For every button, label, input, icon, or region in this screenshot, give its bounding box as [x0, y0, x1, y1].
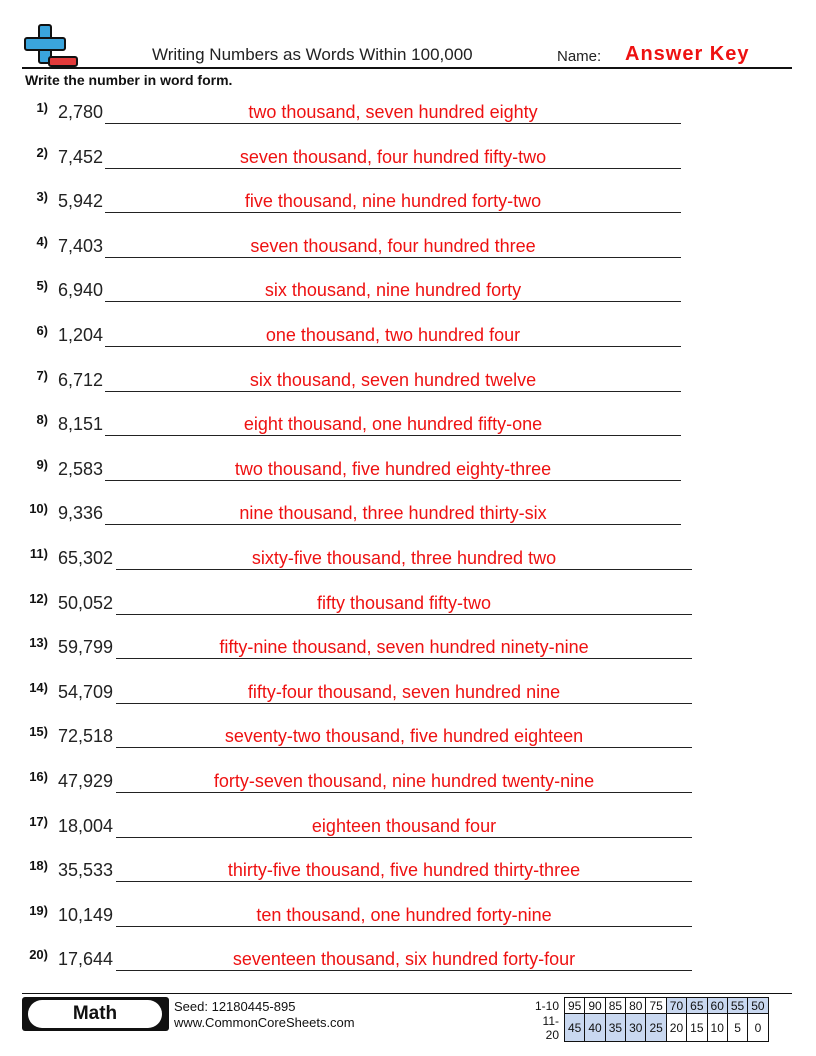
- problem-value: 72,518: [58, 726, 114, 747]
- answer-text: nine thousand, three hundred thirty-six: [239, 503, 547, 524]
- score-cell: 10: [707, 1014, 727, 1042]
- problem-value: 65,302: [58, 548, 114, 568]
- problem-row: [0, 503, 816, 543]
- problem-value: 59,799: [58, 637, 114, 658]
- score-row: [528, 998, 768, 1014]
- answer-text: seven thousand, four hundred fifty-two: [239, 146, 547, 167]
- problem-number: 4): [36, 233, 48, 249]
- answer-line: [116, 658, 692, 659]
- problem-value: 17,644: [58, 949, 114, 970]
- answer-line: [105, 123, 681, 124]
- instructions: Write the number in word form.: [25, 72, 233, 88]
- answer-text: five thousand, nine hundred forty-two: [244, 191, 542, 212]
- answer-text: eighteen thousand four: [311, 815, 497, 836]
- problem-value: 2,780: [58, 102, 104, 122]
- answer-text: seventy-two thousand, five hundred eighteen: [224, 726, 584, 747]
- answer-line: [105, 212, 681, 213]
- score-cell: 50: [748, 998, 768, 1014]
- answer-line: [116, 970, 692, 971]
- problem-value: 1,204: [58, 325, 104, 345]
- answer-text: eight thousand, one hundred fifty-one: [243, 414, 543, 435]
- plus-minus-logo-icon: [22, 24, 78, 68]
- score-cell: 30: [626, 1014, 646, 1042]
- problem-row: [0, 233, 816, 276]
- problem-value: 47,929: [58, 771, 114, 791]
- problem-value: 35,533: [58, 860, 114, 881]
- score-cell: 75: [646, 998, 666, 1014]
- answer-line: [116, 881, 692, 882]
- score-cell: 95: [565, 998, 585, 1014]
- answer-line: [116, 926, 692, 927]
- score-row: [528, 1014, 768, 1042]
- answer-line: [105, 257, 681, 258]
- problem-row: [0, 726, 816, 766]
- header-divider: [22, 67, 792, 69]
- score-row-label: 11-20: [542, 1013, 559, 1042]
- problem-value: 50,052: [58, 592, 114, 613]
- problem-value: 54,709: [58, 681, 114, 702]
- problem-number: 12): [29, 590, 48, 606]
- problem-row: [0, 548, 816, 588]
- problem-number: 18): [29, 858, 48, 874]
- problem-number: 1): [36, 100, 48, 115]
- problem-value: 2,583: [58, 458, 104, 479]
- math-label: Math: [28, 1000, 162, 1028]
- answer-text: fifty-nine thousand, seven hundred ninety-nine: [219, 637, 589, 658]
- answer-line: [116, 747, 692, 748]
- answer-text: sixty-five thousand, three hundred two: [251, 548, 557, 568]
- problem-value: 18,004: [58, 815, 114, 836]
- score-cell: 35: [605, 1014, 625, 1042]
- answer-text: fifty thousand fifty-two: [316, 592, 492, 613]
- problem-value: 8,151: [58, 414, 104, 435]
- problem-row: [0, 813, 816, 856]
- score-cell: 65: [687, 998, 707, 1014]
- score-cell: 0: [748, 1014, 768, 1042]
- answer-line: [105, 480, 681, 481]
- name-label: Name:: [557, 48, 602, 65]
- problem-row: [0, 949, 816, 989]
- problem-value: 9,336: [58, 503, 104, 524]
- answer-key-label: Answer Key: [625, 43, 750, 65]
- answer-text: ten thousand, one hundred forty-nine: [256, 904, 552, 925]
- problem-row: [0, 191, 816, 231]
- problem-number: 10): [29, 501, 48, 517]
- score-cell: 40: [585, 1014, 605, 1042]
- problem-value: 6,940: [58, 280, 104, 301]
- score-cell: 85: [605, 998, 625, 1014]
- answer-line: [116, 837, 692, 838]
- problem-row: [0, 325, 816, 365]
- answer-text: fifty-four thousand, seven hundred nine: [247, 681, 561, 702]
- answer-text: thirty-five thousand, five hundred thirty-three: [227, 860, 581, 881]
- problem-number: 20): [29, 947, 48, 963]
- problem-number: 3): [36, 189, 48, 205]
- score-cell: 15: [687, 1014, 707, 1042]
- problem-row: [0, 456, 816, 499]
- problem-value: 7,452: [58, 146, 104, 167]
- answer-line: [105, 168, 681, 169]
- score-cell: 70: [666, 998, 686, 1014]
- problem-row: [0, 367, 816, 410]
- score-table: [528, 997, 769, 1042]
- answer-text: seventeen thousand, six hundred forty-four: [232, 949, 576, 970]
- answer-line: [105, 524, 681, 525]
- answer-line: [105, 346, 681, 347]
- answer-line: [116, 703, 692, 704]
- problem-number: 14): [29, 679, 48, 695]
- problem-row: [0, 280, 816, 320]
- problem-number: 6): [36, 323, 48, 338]
- seed-text: Seed: 12180445-895: [174, 999, 296, 1014]
- answer-line: [116, 792, 692, 793]
- score-cell: 90: [585, 998, 605, 1014]
- score-cell: 25: [646, 1014, 666, 1042]
- score-cell: 55: [727, 998, 747, 1014]
- answer-text: seven thousand, four hundred three: [250, 235, 536, 256]
- answer-line: [105, 435, 681, 436]
- problem-row: [0, 860, 816, 900]
- website-link[interactable]: www.CommonCoreSheets.com: [174, 1015, 355, 1030]
- answer-line: [116, 614, 692, 615]
- problem-number: 11): [29, 546, 48, 561]
- answer-line: [116, 569, 692, 570]
- problem-row: [0, 637, 816, 677]
- problem-number: 5): [36, 278, 48, 294]
- problem-number: 8): [36, 412, 48, 428]
- problem-number: 7): [36, 367, 48, 383]
- problem-number: 15): [29, 724, 48, 740]
- problem-number: 13): [29, 635, 48, 651]
- score-cell: 80: [626, 998, 646, 1014]
- problem-value: 10,149: [58, 904, 114, 925]
- problem-number: 2): [36, 144, 48, 160]
- answer-line: [105, 391, 681, 392]
- score-row-label: 1-10: [534, 998, 559, 1013]
- problem-number: 17): [29, 813, 48, 829]
- problem-value: 5,942: [58, 191, 104, 212]
- answer-text: two thousand, seven hundred eighty: [248, 102, 538, 122]
- problem-number: 16): [29, 769, 48, 784]
- problem-row: [0, 590, 816, 633]
- answer-text: six thousand, seven hundred twelve: [249, 369, 537, 390]
- answer-text: two thousand, five hundred eighty-three: [234, 458, 552, 479]
- answer-text: forty-seven thousand, nine hundred twenty-nine: [213, 771, 595, 791]
- math-badge: [22, 997, 169, 1031]
- problem-value: 7,403: [58, 235, 104, 256]
- score-cell: 20: [666, 1014, 686, 1042]
- score-cell: 45: [565, 1014, 585, 1042]
- problem-row: [0, 679, 816, 722]
- problem-row: [0, 144, 816, 187]
- problem-value: 6,712: [58, 369, 104, 390]
- answer-line: [105, 301, 681, 302]
- problem-row: [0, 414, 816, 454]
- answer-text: one thousand, two hundred four: [265, 325, 521, 345]
- score-cell: 60: [707, 998, 727, 1014]
- score-cell: 5: [727, 1014, 747, 1042]
- problem-row: [0, 771, 816, 811]
- answer-text: six thousand, nine hundred forty: [264, 280, 522, 301]
- footer-divider: [22, 993, 792, 994]
- problem-number: 9): [36, 456, 48, 472]
- worksheet-title: Writing Numbers as Words Within 100,000: [152, 45, 473, 64]
- problem-row: [0, 102, 816, 142]
- problem-row: [0, 902, 816, 945]
- problem-number: 19): [29, 902, 48, 918]
